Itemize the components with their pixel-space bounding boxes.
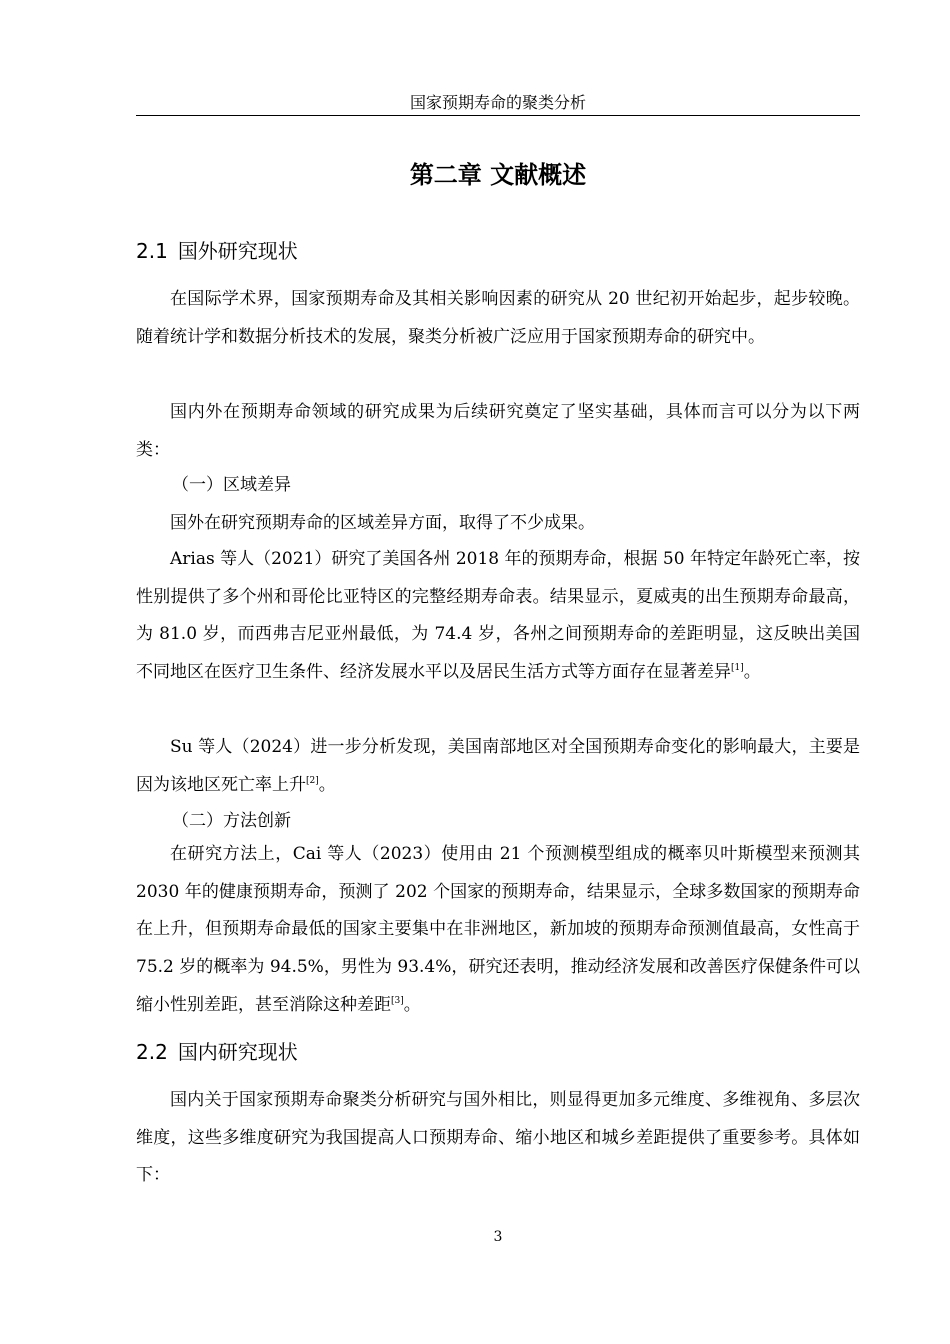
running-header: 国家预期寿命的聚类分析 xyxy=(409,93,586,112)
section-title: 国外研究现状 xyxy=(177,239,298,263)
citation-ref: [3] xyxy=(391,995,404,1006)
body-paragraph xyxy=(136,836,860,1025)
paragraph-text: 在研究方法上，Cai 等人（2023）使用由 21 个预测模型组成的概率贝叶斯模型来预测其 2030 年的健康预期寿命，预测了 202 个国家的预期寿命，结果显示，全球多数国家的预期寿命在上升，但预期寿命最低的国家主要集中在非洲地区，新加坡的预期寿命预测值最高，女性高于 75.2 岁的概率为 94.5%，男性为 93.4%，研究还表明，推动经济发展和改善医疗保健条件可以缩小性别差距，甚至消除这种差距 xyxy=(136,844,860,1015)
subheading-regional-differences: （一）区域差异 xyxy=(172,475,291,495)
citation-ref: [1] xyxy=(731,663,744,674)
section-number: 2.2 xyxy=(136,1040,168,1064)
body-paragraph xyxy=(136,729,860,804)
subheading-method-innovation: （二）方法创新 xyxy=(172,811,291,831)
section-number: 2.1 xyxy=(136,239,168,263)
body-paragraph: 国外在研究预期寿命的区域差异方面，取得了不少成果。 xyxy=(170,513,595,533)
page-number: 3 xyxy=(493,1229,503,1245)
chapter-title: 第二章 文献概述 xyxy=(409,161,587,189)
paragraph-end: 。 xyxy=(318,774,336,795)
header-rule xyxy=(136,115,860,116)
paragraph-text: Su 等人（2024）进一步分析发现，美国南部地区对全国预期寿命变化的影响最大，主要是因为该地区死亡率上升 xyxy=(136,737,860,795)
section-heading-2-1 xyxy=(136,236,298,266)
body-paragraph: 国内外在预期寿命领域的研究成果为后续研究奠定了坚实基础，具体而言可以分为以下两类： xyxy=(136,402,860,460)
section-heading-2-2 xyxy=(136,1037,298,1067)
body-paragraph xyxy=(136,541,860,692)
citation-ref: [2] xyxy=(306,775,319,786)
body-paragraph: 国内关于国家预期寿命聚类分析研究与国外相比，则显得更加多元维度、多维视角、多层次维度，这些多维度研究为我国提高人口预期寿命、缩小地区和城乡差距提供了重要参考。具体如下： xyxy=(136,1090,860,1186)
body-paragraph: 在国际学术界，国家预期寿命及其相关影响因素的研究从 20 世纪初开始起步，起步较晚。随着统计学和数据分析技术的发展，聚类分析被广泛应用于国家预期寿命的研究中。 xyxy=(136,289,860,347)
paragraph-end: 。 xyxy=(403,994,421,1015)
section-title: 国内研究现状 xyxy=(177,1040,298,1064)
paragraph-text: Arias 等人（2021）研究了美国各州 2018 年的预期寿命，根据 50 年特定年龄死亡率，按性别提供了多个州和哥伦比亚特区的完整经期寿命表。结果显示，夏威夷的出生预期寿命最高，为 81.0 岁，而西弗吉尼亚州最低，为 74.4 岁，各州之间预期寿命的差距明显，这反映出美国不同地区在医疗卫生条件、经济发展水平以及居民生活方式等方面存在显著差异 xyxy=(136,549,860,683)
paragraph-end: 。 xyxy=(743,662,761,683)
